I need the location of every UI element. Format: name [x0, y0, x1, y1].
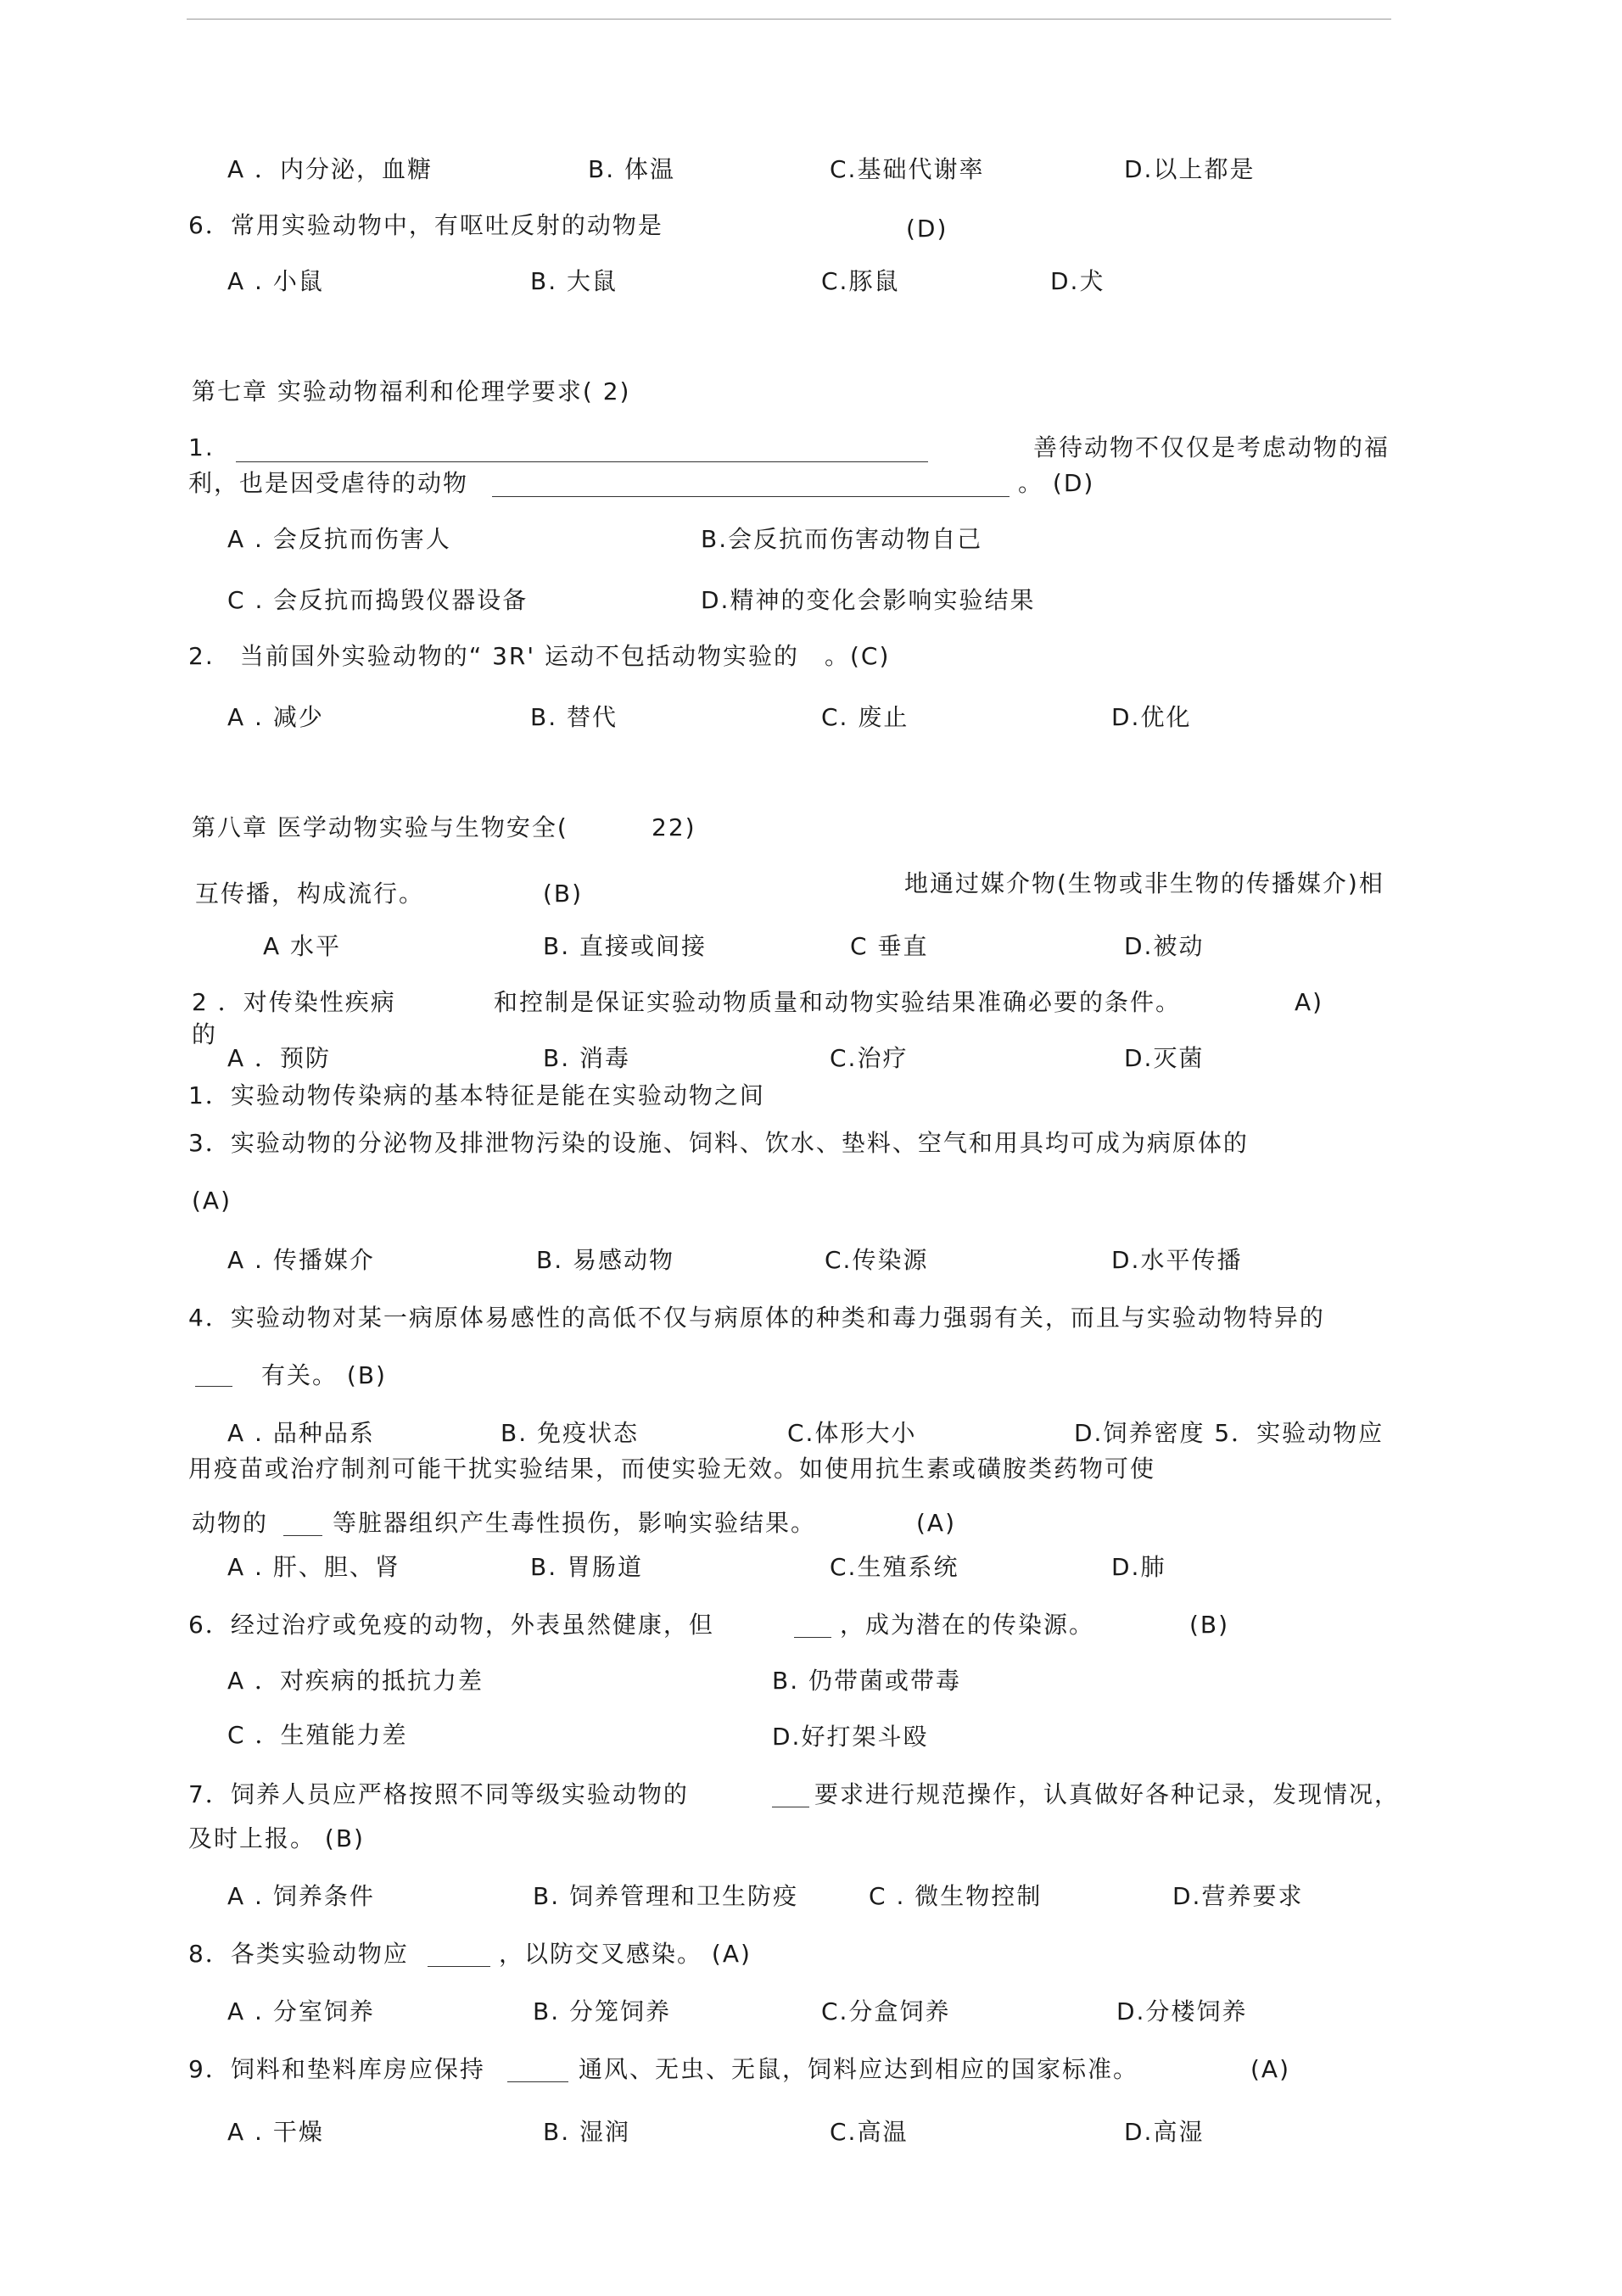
ch8-q1-line-b: 地通过媒介物(生物或非生物的传播媒介)相: [904, 869, 1384, 897]
ch8-q1-option-c: C 垂直: [850, 932, 929, 960]
ch8-q8-option-c: C.分盒饲养: [821, 1997, 951, 2025]
ch8-q9-option-c: C.高温: [830, 2118, 909, 2146]
ch8-q4-line2: 有关。 (B): [261, 1361, 387, 1389]
ch8-q5-option-d: D.肺: [1111, 1553, 1166, 1581]
ch8-q4-option-a: A . 品种品系: [227, 1419, 375, 1447]
ch8-q3-option-a: A . 传播媒介: [227, 1246, 375, 1274]
ch8-q2-option-b: B. 消毒: [543, 1044, 631, 1072]
ch7-q1-option-d: D.精神的变化会影响实验结果: [701, 586, 1036, 614]
ch8-q6-answer: (B): [1189, 1611, 1230, 1639]
ch8-q4-option-c: C.体形大小: [787, 1419, 917, 1447]
ch8-q1-option-a: A 水平: [263, 932, 342, 960]
ch8-q7-tail: 要求进行规范操作，认真做好各种记录，发现情况，: [814, 1780, 1401, 1808]
q6-option-d: D.犬: [1050, 267, 1105, 295]
q6-option-c: C.豚鼠: [821, 267, 900, 295]
ch7-q1-option-c: C . 会反抗而捣毁仪器设备: [227, 586, 529, 614]
ch8-q5-line2: 用疫苗或治疗制剂可能干扰实验结果，而使实验无效。如使用抗生素或磺胺类药物可使: [188, 1455, 1156, 1483]
ch7-q2-option-d: D.优化: [1111, 703, 1192, 731]
ch8-q6-blank: [794, 1637, 831, 1638]
ch8-q7-stem: 7．饲养人员应严格按照不同等级实验动物的: [188, 1780, 689, 1808]
ch8-q2-stem: 和控制是保证实验动物质量和动物实验结果准确必要的条件。: [494, 988, 1182, 1016]
ch8-q2-de: 的: [192, 1020, 218, 1048]
ch8-q4-option-b: B. 免疫状态: [501, 1419, 640, 1447]
ch8-q7-option-d: D.营养要求: [1172, 1882, 1304, 1910]
ch8-q1-option-d: D.被动: [1124, 932, 1205, 960]
ch8-q2-answer: A): [1295, 988, 1324, 1016]
ch8-q8-option-b: B. 分笼饲养: [533, 1997, 672, 2025]
q6-option-b: B. 大鼠: [530, 267, 618, 295]
ch8-q5-line3b: 等脏器组织产生毒性损伤，影响实验结果。: [333, 1509, 817, 1537]
ch8-q7-option-c: C . 微生物控制: [869, 1882, 1043, 1910]
ch7-q1-end: 。 (D): [1018, 469, 1095, 497]
q6-stem: 6．常用实验动物中，有呕吐反射的动物是: [188, 211, 663, 239]
ch8-q9-option-d: D.高湿: [1124, 2118, 1205, 2146]
ch8-q6-option-a: A ．对疾病的抵抗力差: [227, 1667, 484, 1695]
ch8-q9-blank: [507, 2081, 568, 2082]
ch8-q6-option-d: D.好打架斗殴: [772, 1723, 929, 1751]
ch8-q5-blank: [283, 1535, 322, 1536]
ch7-q1-number: 1.: [188, 433, 215, 461]
chapter7-title: 第七章 实验动物福利和伦理学要求( 2): [192, 377, 631, 405]
ch8-q2-option-c: C.治疗: [830, 1044, 909, 1072]
ch8-q1-option-b: B. 直接或间接: [543, 932, 708, 960]
ch8-q6-option-b: B. 仍带菌或带毒: [772, 1667, 962, 1695]
ch7-q2-option-a: A . 减少: [227, 703, 324, 731]
ch8-q6-tail: ，成为潜在的传染源。: [840, 1611, 1095, 1639]
ch7-q1-option-b: B.会反抗而伤害动物自己: [701, 525, 983, 553]
ch8-q8-tail: ，以防交叉感染。 (A): [499, 1940, 752, 1968]
ch8-q2-number: 2 ．对传染性疾病: [192, 988, 396, 1016]
ch8-q1-line-a: 互传播，构成流行。: [195, 880, 425, 908]
ch8-q9-answer: (A): [1250, 2055, 1291, 2083]
ch8-q9-option-a: A . 干燥: [227, 2118, 324, 2146]
q5-option-b: B. 体温: [588, 155, 676, 183]
ch7-q2-option-b: B. 替代: [530, 703, 618, 731]
ch7-q2-stem: 2. 当前国外实验动物的“ 3R' 运动不包括动物实验的 。(C): [188, 642, 891, 670]
q5-option-d: D.以上都是: [1124, 155, 1256, 183]
ch8-q4-option-d: D.饲养密度 5．实验动物应: [1074, 1419, 1384, 1447]
ch7-q1-blank-1: [236, 461, 928, 462]
ch8-q3-option-b: B. 易感动物: [536, 1246, 675, 1274]
ch8-q2-option-d: D.灭菌: [1124, 1044, 1205, 1072]
ch8-q3-stem: 3．实验动物的分泌物及排泄物污染的设施、饲料、饮水、垫料、空气和用具均可成为病原体的: [188, 1129, 1249, 1157]
ch8-q5-option-b: B. 胃肠道: [530, 1553, 644, 1581]
q6-option-a: A . 小鼠: [227, 267, 324, 295]
ch7-q2-option-c: C. 废止: [821, 703, 909, 731]
ch8-q7-line2: 及时上报。 (B): [188, 1824, 365, 1852]
q5-option-c: C.基础代谢率: [830, 155, 985, 183]
ch8-q5-line3a: 动物的: [192, 1509, 269, 1537]
ch8-q6-stem: 6．经过治疗或免疫的动物，外表虽然健康，但: [188, 1611, 714, 1639]
ch8-q4-stem: 4．实验动物对某一病原体易感性的高低不仅与病原体的种类和毒力强弱有关，而且与实验动物特异的: [188, 1304, 1325, 1332]
ch8-q5-answer: (A): [916, 1509, 957, 1537]
ch8-q3-option-d: D.水平传播: [1111, 1246, 1243, 1274]
ch8-q1-answer: (B): [543, 880, 584, 908]
ch8-q8-option-a: A . 分室饲养: [227, 1997, 375, 2025]
q5-option-a: A ．内分泌，血糖: [227, 155, 433, 183]
ch8-q8-option-d: D.分楼饲养: [1116, 1997, 1248, 2025]
ch8-q8-blank: [428, 1966, 490, 1967]
ch8-q7-option-b: B. 饲养管理和卫生防疫: [533, 1882, 799, 1910]
ch8-q2-option-a: A ．预防: [227, 1044, 332, 1072]
ch7-q1-blank-2: [492, 496, 1010, 497]
ch8-q4-blank: [195, 1386, 232, 1387]
ch8-q1-stem: 1．实验动物传染病的基本特征是能在实验动物之间: [188, 1081, 765, 1109]
ch8-q3-answer: (A): [192, 1187, 232, 1215]
ch8-q6-option-c: C ．生殖能力差: [227, 1721, 408, 1749]
ch8-q8-stem: 8．各类实验动物应: [188, 1940, 409, 1968]
chapter8-title: 第八章 医学动物实验与生物安全(: [192, 813, 568, 841]
chapter8-question-count: 22): [652, 813, 696, 841]
ch7-q1-option-a: A . 会反抗而伤害人: [227, 525, 451, 553]
ch8-q7-option-a: A . 饲养条件: [227, 1882, 375, 1910]
ch8-q3-option-c: C.传染源: [825, 1246, 929, 1274]
ch7-q1-tail: 善待动物不仅仅是考虑动物的福: [1033, 433, 1390, 461]
q6-answer: (D): [906, 215, 948, 243]
ch8-q9-option-b: B. 湿润: [543, 2118, 631, 2146]
ch7-q1-line2: 利，也是因受虐待的动物: [188, 469, 469, 497]
ch8-q5-option-c: C.生殖系统: [830, 1553, 959, 1581]
header-rule: [187, 19, 1391, 20]
ch8-q9-tail: 通风、无虫、无鼠，饲料应达到相应的国家标准。: [579, 2055, 1139, 2083]
ch8-q5-option-a: A . 肝、胆、肾: [227, 1553, 400, 1581]
ch8-q9-stem: 9．饲料和垫料库房应保持: [188, 2055, 485, 2083]
